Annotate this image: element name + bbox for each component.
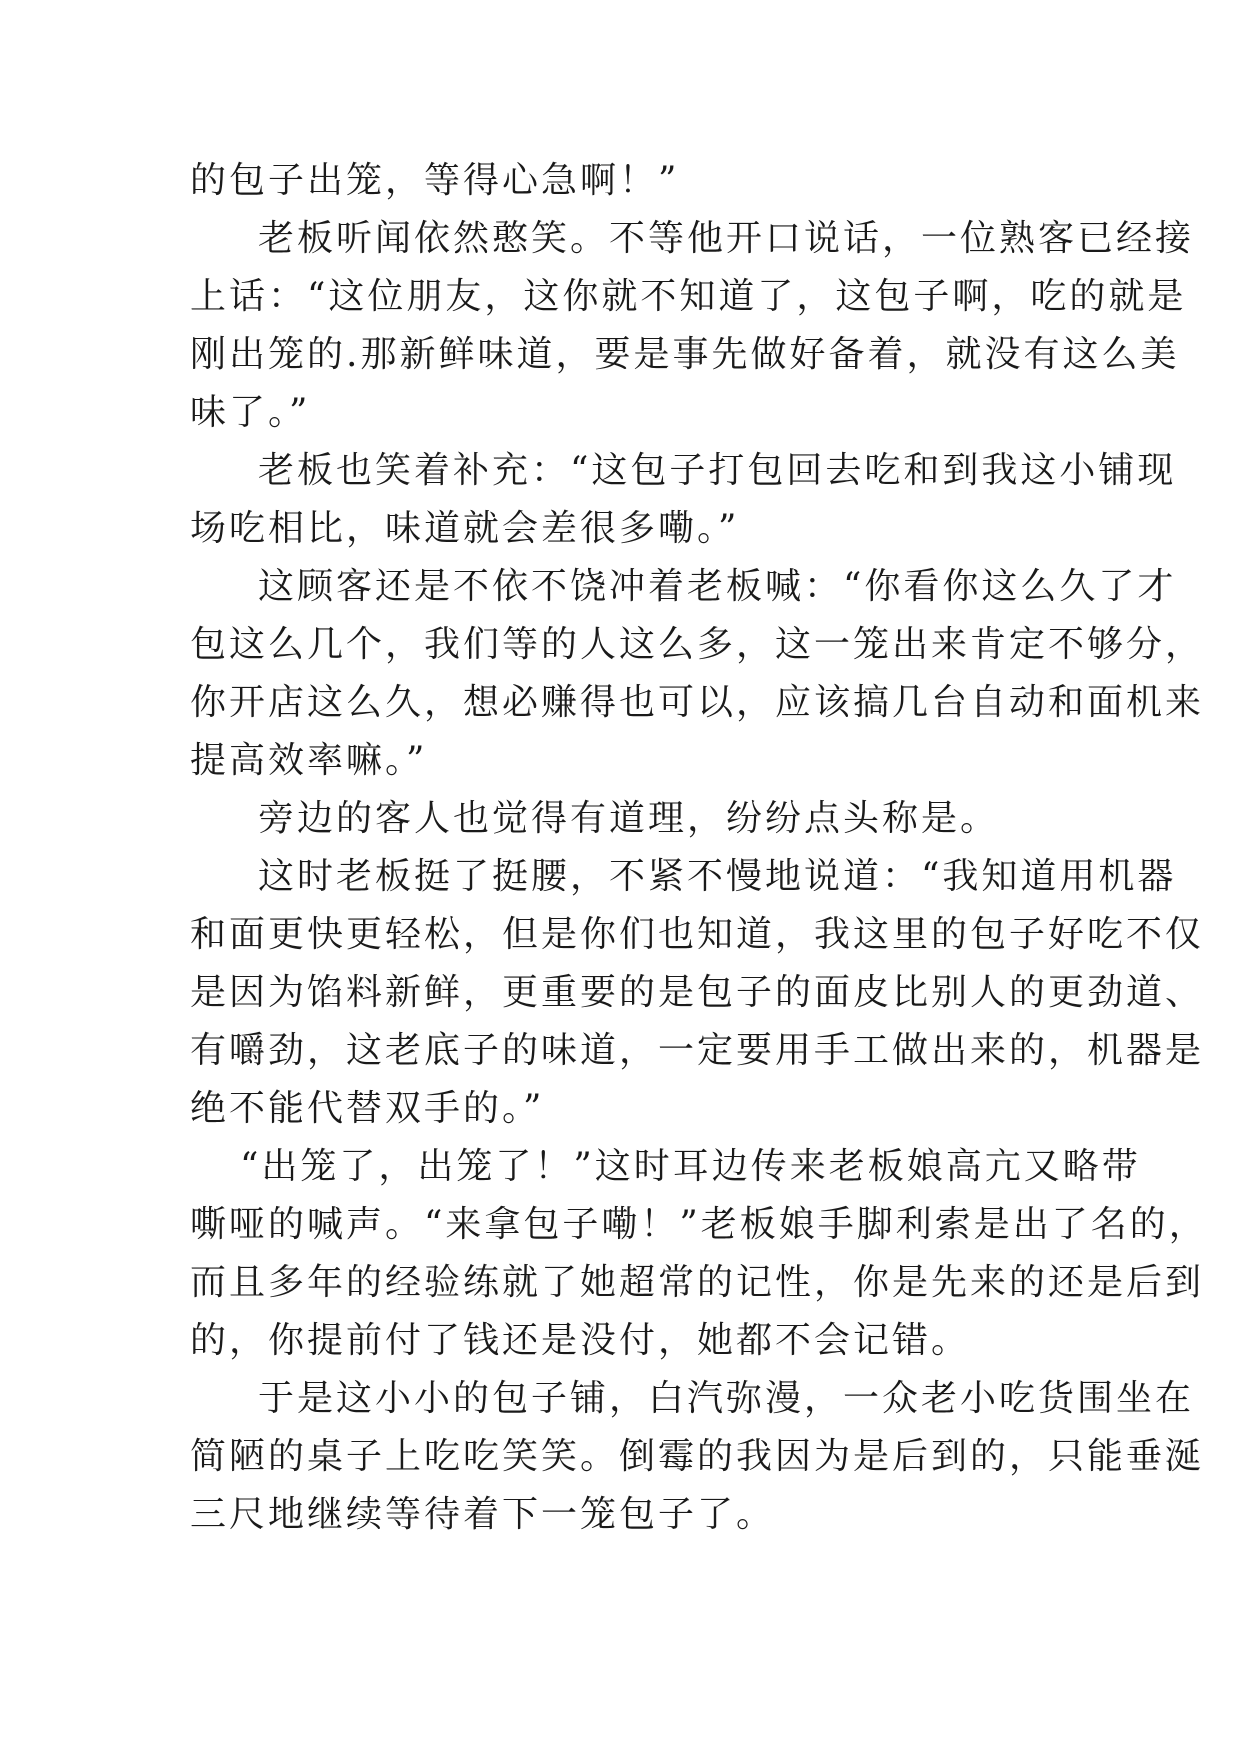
text-line: 场吃相比，味道就会差很多嘞。” (190, 508, 740, 549)
text-line: 和面更快更轻松，但是你们也知道，我这里的包子好吃不仅 (190, 914, 1205, 955)
text-line: 是因为馅料新鲜，更重要的是包子的面皮比别人的更劲道、 (190, 972, 1205, 1013)
text-line: 有嚼劲，这老底子的味道，一定要用手工做出来的，机器是 (190, 1030, 1205, 1071)
text-line: 上话：“这位朋友，这你就不知道了，这包子啊，吃的就是 (190, 276, 1187, 317)
text-line: 绝不能代替双手的。” (190, 1088, 545, 1129)
text-line: 的，你提前付了钱还是没付，她都不会记错。 (190, 1320, 971, 1361)
text-line: 你开店这么久，想必赚得也可以，应该搞几台自动和面机来 (190, 682, 1205, 723)
text-line: 而且多年的经验练就了她超常的记性，你是先来的还是后到 (190, 1262, 1205, 1303)
text-line: 简陋的桌子上吃吃笑笑。倒霉的我因为是后到的，只能垂涎 (190, 1436, 1205, 1477)
text-line: 三尺地继续等待着下一笼包子了。 (190, 1494, 776, 1535)
story-text (190, 152, 1208, 1544)
text-line: “出笼了，出笼了！”这时耳边传来老板娘高亢又略带 (240, 1146, 1141, 1187)
text-line: 旁边的客人也觉得有道理，纷纷点头称是。 (258, 798, 1000, 839)
text-line: 这时老板挺了挺腰，不紧不慢地说道：“我知道用机器 (258, 856, 1177, 897)
text-line: 刚出笼的.那新鲜味道，要是事先做好备着，就没有这么美 (190, 334, 1180, 375)
text-line: 嘶哑的喊声。“来拿包子嘞！”老板娘手脚利索是出了名的， (190, 1204, 1208, 1245)
text-line: 这顾客还是不依不饶冲着老板喊：“你看你这么久了才 (258, 566, 1177, 607)
text-line: 包这么几个，我们等的人这么多，这一笼出来肯定不够分， (190, 624, 1205, 665)
text-line: 的包子出笼，等得心急啊！” (190, 160, 680, 201)
text-line: 味了。” (190, 392, 311, 433)
text-line: 提高效率嘛。” (190, 740, 428, 781)
text-line: 老板听闻依然憨笑。不等他开口说话，一位熟客已经接 (258, 218, 1195, 259)
text-line: 于是这小小的包子铺，白汽弥漫，一众老小吃货围坐在 (258, 1378, 1195, 1419)
text-line: 老板也笑着补充：“这包子打包回去吃和到我这小铺现 (258, 450, 1177, 491)
